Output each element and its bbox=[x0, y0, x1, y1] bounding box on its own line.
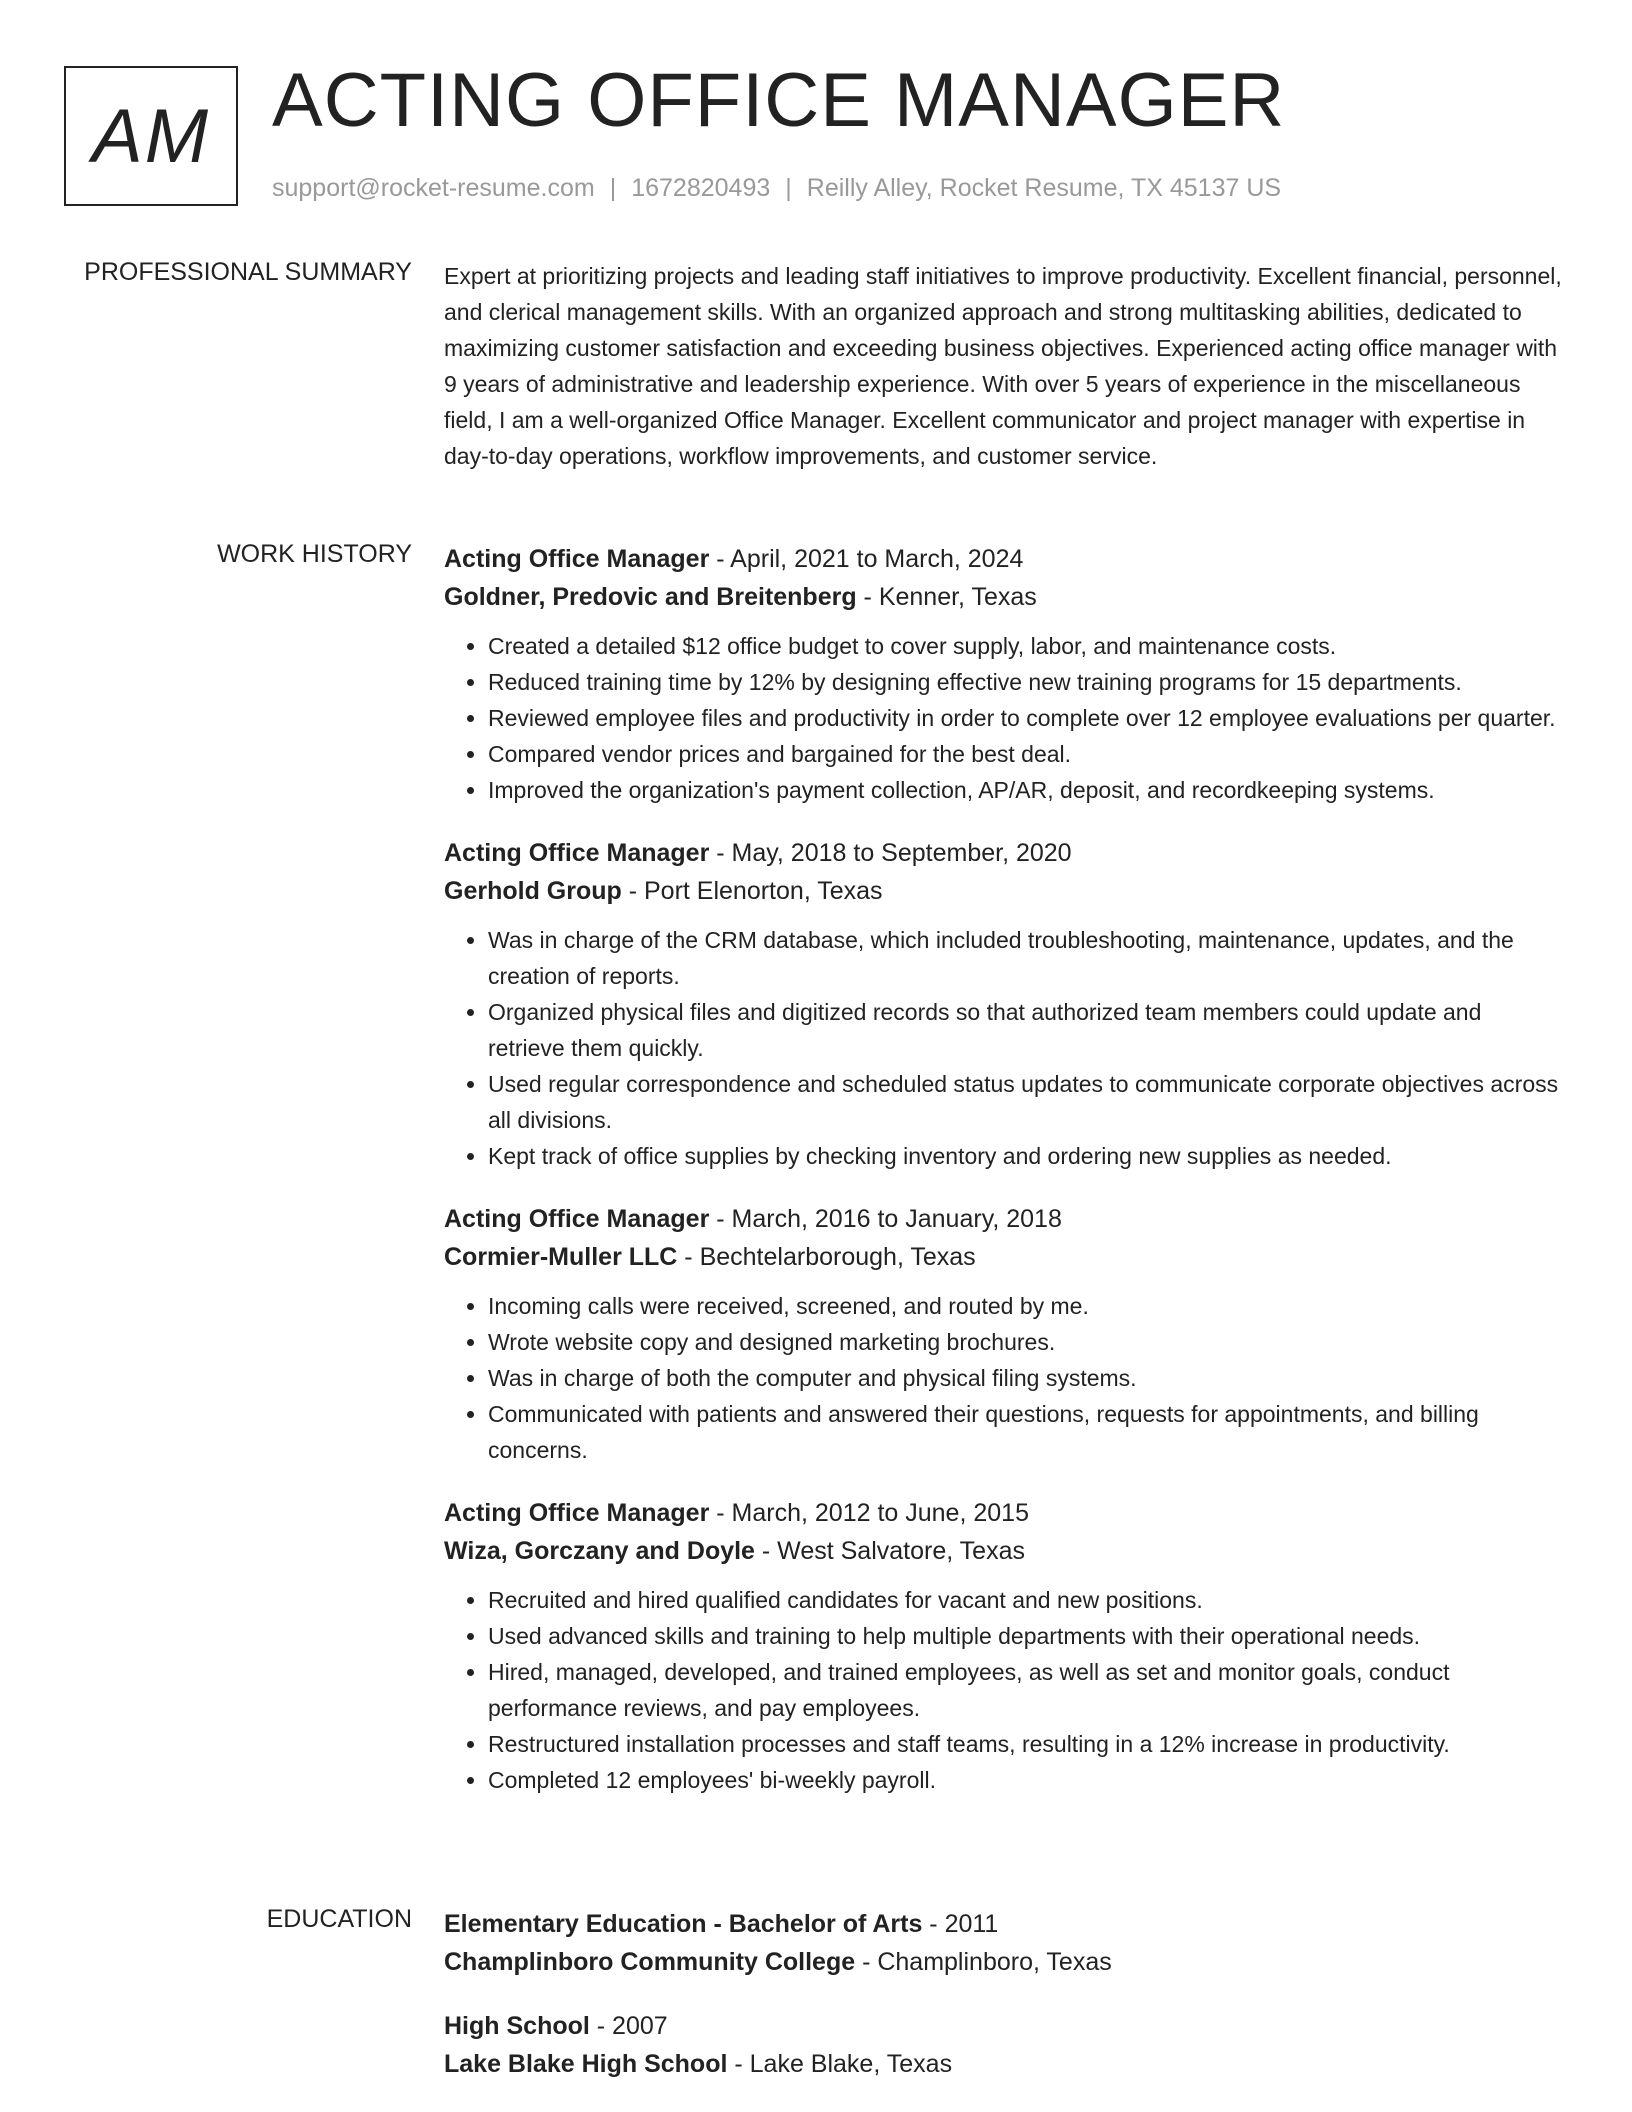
job-title: Acting Office Manager bbox=[444, 1205, 710, 1233]
contact-line bbox=[272, 174, 1281, 203]
job-company: Goldner, Predovic and Breitenberg bbox=[444, 583, 857, 611]
job-title-line bbox=[444, 834, 1564, 872]
school-location: - Lake Blake, Texas bbox=[727, 2050, 953, 2078]
job-bullets bbox=[444, 922, 1564, 1174]
job-bullet: • Was in charge of both the computer and physical filing systems. bbox=[488, 1360, 1564, 1396]
job-title: Acting Office Manager bbox=[444, 839, 710, 867]
job-company-line bbox=[444, 1532, 1564, 1570]
job-location: - Port Elenorton, Texas bbox=[621, 877, 883, 905]
school-name: Champlinboro Community College bbox=[444, 1948, 856, 1976]
job-bullet: • Was in charge of the CRM database, which included troubleshooting, maintenance, updates, and the creation of reports. bbox=[488, 922, 1564, 994]
contact-separator: | bbox=[609, 174, 617, 202]
contact-separator: | bbox=[785, 174, 792, 202]
job-company-line bbox=[444, 1238, 1564, 1276]
education-entry bbox=[444, 1905, 1564, 1981]
job-bullet: • Compared vendor prices and bargained for the best deal. bbox=[488, 736, 1564, 772]
job-company-line bbox=[444, 872, 1564, 910]
job-bullet: • Incoming calls were received, screened, and routed by me. bbox=[488, 1288, 1564, 1324]
school-line bbox=[444, 2045, 1564, 2083]
job-dates: - May, 2018 to September, 2020 bbox=[709, 839, 1072, 867]
job-bullet: • Used regular correspondence and scheduled status updates to communicate corporate objectives across all divisions. bbox=[488, 1066, 1564, 1138]
contact-email: support@rocket-resume.com bbox=[272, 174, 595, 202]
contact-phone: 1672820493 bbox=[631, 174, 771, 202]
job-location: - Bechtelarborough, Texas bbox=[677, 1243, 976, 1271]
job-entry bbox=[444, 1200, 1564, 1468]
contact-address: Reilly Alley, Rocket Resume, TX 45137 US bbox=[806, 174, 1282, 202]
job-bullet: • Kept track of office supplies by checking inventory and ordering new supplies as needed. bbox=[488, 1138, 1564, 1174]
work-history-body bbox=[444, 540, 1564, 1824]
job-bullet: • Restructured installation processes and staff teams, resulting in a 12% increase in productivity. bbox=[488, 1726, 1564, 1762]
job-dates: - March, 2016 to January, 2018 bbox=[709, 1205, 1062, 1233]
job-bullets bbox=[444, 1582, 1564, 1798]
job-location: - West Salvatore, Texas bbox=[754, 1537, 1025, 1565]
job-bullet: • Improved the organization's payment collection, AP/AR, deposit, and recordkeeping systems. bbox=[488, 772, 1564, 808]
school-line bbox=[444, 1943, 1564, 1981]
job-dates: - April, 2021 to March, 2024 bbox=[709, 545, 1024, 573]
job-bullet: • Recruited and hired qualified candidates for vacant and new positions. bbox=[488, 1582, 1564, 1618]
job-location: - Kenner, Texas bbox=[856, 583, 1037, 611]
monogram-logo: AM bbox=[64, 66, 238, 206]
education-entry bbox=[444, 2007, 1564, 2083]
job-bullet: • Organized physical files and digitized records so that authorized team members could update and retrieve them quickly. bbox=[488, 994, 1564, 1066]
section-label-summary: PROFESSIONAL SUMMARY bbox=[84, 258, 412, 286]
job-company: Wiza, Gorczany and Doyle bbox=[444, 1537, 755, 1565]
job-dates: - March, 2012 to June, 2015 bbox=[709, 1499, 1029, 1527]
job-bullet: • Hired, managed, developed, and trained employees, as well as set and monitor goals, conduct performance reviews, and pay employees. bbox=[488, 1654, 1564, 1726]
job-company: Gerhold Group bbox=[444, 877, 622, 905]
job-bullets bbox=[444, 1288, 1564, 1468]
job-title: Acting Office Manager bbox=[444, 1499, 710, 1527]
page-title: ACTING OFFICE MANAGER bbox=[272, 58, 1286, 143]
job-bullet: • Wrote website copy and designed marketing brochures. bbox=[488, 1324, 1564, 1360]
job-title: Acting Office Manager bbox=[444, 545, 710, 573]
job-bullet: • Communicated with patients and answered their questions, requests for appointments, and billing concerns. bbox=[488, 1396, 1564, 1468]
job-bullet: • Reduced training time by 12% by designing effective new training programs for 15 departments. bbox=[488, 664, 1564, 700]
degree-year: - 2011 bbox=[922, 1910, 999, 1938]
section-label-work-history: WORK HISTORY bbox=[217, 540, 412, 568]
job-bullet: • Completed 12 employees' bi-weekly payroll. bbox=[488, 1762, 1564, 1798]
section-label-education: EDUCATION bbox=[266, 1905, 412, 1933]
job-company: Cormier-Muller LLC bbox=[444, 1243, 678, 1271]
job-bullets bbox=[444, 628, 1564, 808]
degree-name: Elementary Education - Bachelor of Arts bbox=[444, 1910, 923, 1938]
job-title-line bbox=[444, 540, 1564, 578]
school-location: - Champlinboro, Texas bbox=[855, 1948, 1112, 1976]
job-title-line bbox=[444, 1200, 1564, 1238]
school-name: Lake Blake High School bbox=[444, 2050, 728, 2078]
job-entry bbox=[444, 1494, 1564, 1798]
degree-line bbox=[444, 2007, 1564, 2045]
job-company-line bbox=[444, 578, 1564, 616]
job-bullet: • Created a detailed $12 office budget to cover supply, labor, and maintenance costs. bbox=[488, 628, 1564, 664]
degree-name: High School bbox=[444, 2012, 590, 2040]
degree-line bbox=[444, 1905, 1564, 1943]
summary-text: Expert at prioritizing projects and leading staff initiatives to improve productivity. Excellent financial, personnel, and clerical management skills. With an organized approach and strong multitasking abilities, dedicated to maximizing customer satisfaction and exceeding business objectives. Experienced acting office manager with 9 years of administrative and leadership experience. With over 5 years of experience in the miscellaneous field, I am a well-organized Office Manager. Excellent communicator and project manager with expertise in day-to-day operations, workflow improvements, and customer service. bbox=[444, 263, 1562, 469]
education-body bbox=[444, 1905, 1564, 2109]
degree-year: - 2007 bbox=[589, 2012, 668, 2040]
summary-body bbox=[444, 258, 1564, 474]
job-title-line bbox=[444, 1494, 1564, 1532]
job-bullet: • Used advanced skills and training to help multiple departments with their operational needs. bbox=[488, 1618, 1564, 1654]
job-bullet: • Reviewed employee files and productivity in order to complete over 12 employee evaluations per quarter. bbox=[488, 700, 1564, 736]
job-entry bbox=[444, 834, 1564, 1174]
job-entry bbox=[444, 540, 1564, 808]
